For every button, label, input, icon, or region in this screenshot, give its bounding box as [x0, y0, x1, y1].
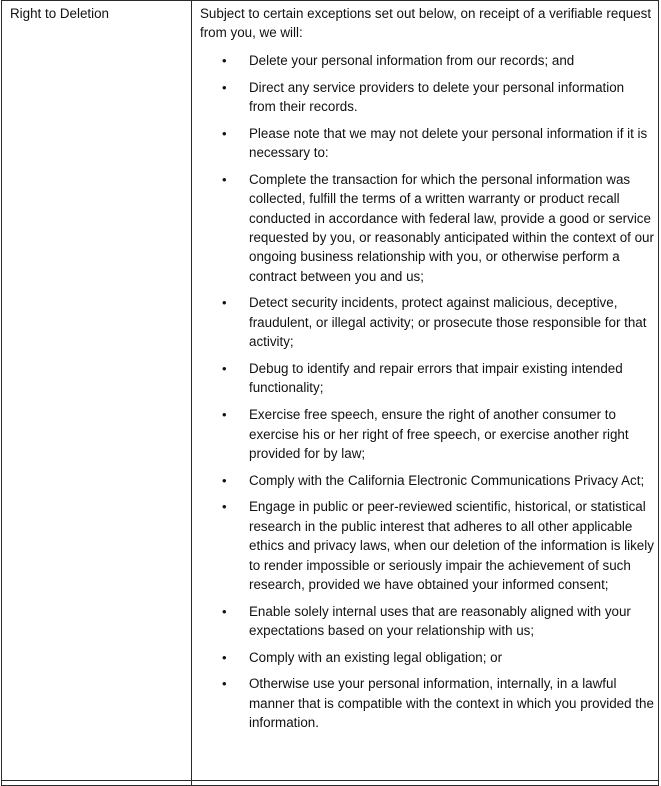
bullet-icon: • [222, 52, 227, 68]
list-item [200, 359, 654, 398]
table-row [2, 1, 659, 781]
bullet-icon: • [222, 125, 227, 141]
bullet-icon: • [222, 295, 227, 311]
rights-table [1, 0, 659, 786]
list-item [200, 648, 654, 667]
intro-paragraph: Subject to certain exceptions set out below, on receipt of a verifiable request from you, we will: [200, 6, 652, 41]
bullet-icon: • [222, 407, 227, 423]
list-item-text: Detect security incidents, protect against malicious, deceptive, fraudulent, or illegal activity; or prosecute those responsible for that activity; [249, 295, 647, 350]
list-item [200, 602, 654, 641]
list-item [200, 51, 654, 70]
list-item [200, 293, 654, 351]
list-item [200, 497, 654, 594]
list-item-text: Delete your personal information from our records; and [249, 52, 575, 68]
list-item-text: Otherwise use your personal information, internally, in a lawful manner that is compatible with the context in which you provided the information. [249, 676, 654, 731]
bullet-list [200, 51, 654, 733]
list-item-text: Complete the transaction for which the personal information was collected, fulfill the terms of a written warranty or product recall conducted in accordance with federal law, provide a good or service requested by you, or reasonably anticipated within the context of our ongoing business relationship with you, or otherwise perform a contract between you and us; [249, 171, 654, 284]
list-item [200, 170, 654, 286]
list-item [200, 471, 654, 490]
bullet-icon: • [222, 472, 227, 488]
bullet-icon: • [222, 79, 227, 95]
list-item-text: Debug to identify and repair errors that impair existing intended functionality; [249, 360, 623, 396]
list-item-text: Enable solely internal uses that are reasonably aligned with your expectations based on your relationship with us; [249, 603, 631, 639]
table-row-next [2, 781, 659, 786]
bullet-icon: • [222, 676, 227, 692]
bullet-icon: • [222, 171, 227, 187]
right-label: Right to Deletion [10, 6, 109, 21]
list-item-text: Please note that we may not delete your personal information if it is necessary to: [249, 125, 648, 161]
list-item-text: Comply with the California Electronic Communications Privacy Act; [249, 472, 645, 488]
right-description-cell [192, 1, 659, 781]
list-item-text: Exercise free speech, ensure the right of another consumer to exercise his or her right of free speech, or exercise another right provided for by law; [249, 407, 629, 461]
list-item [200, 78, 654, 117]
bullet-icon: • [222, 499, 227, 515]
list-item [200, 674, 654, 732]
list-item-text: Direct any service providers to delete your personal information from their records. [249, 79, 625, 114]
bullet-icon: • [222, 360, 227, 376]
bullet-icon: • [222, 649, 227, 665]
list-item [200, 124, 654, 163]
right-label-cell [2, 1, 192, 781]
list-item-text: Engage in public or peer-reviewed scientific, historical, or statistical research in the public interest that adheres to all other applicable ethics and privacy laws, when our deletion of the information is likely to render impossible or seriously impair the achievement of such research, provided we have obtained your informed consent; [249, 499, 654, 592]
bullet-icon: • [222, 603, 227, 619]
next-label-cell [2, 781, 192, 786]
next-description-cell [192, 781, 659, 786]
list-item-text: Comply with an existing legal obligation; or [249, 649, 503, 665]
list-item [200, 405, 654, 463]
